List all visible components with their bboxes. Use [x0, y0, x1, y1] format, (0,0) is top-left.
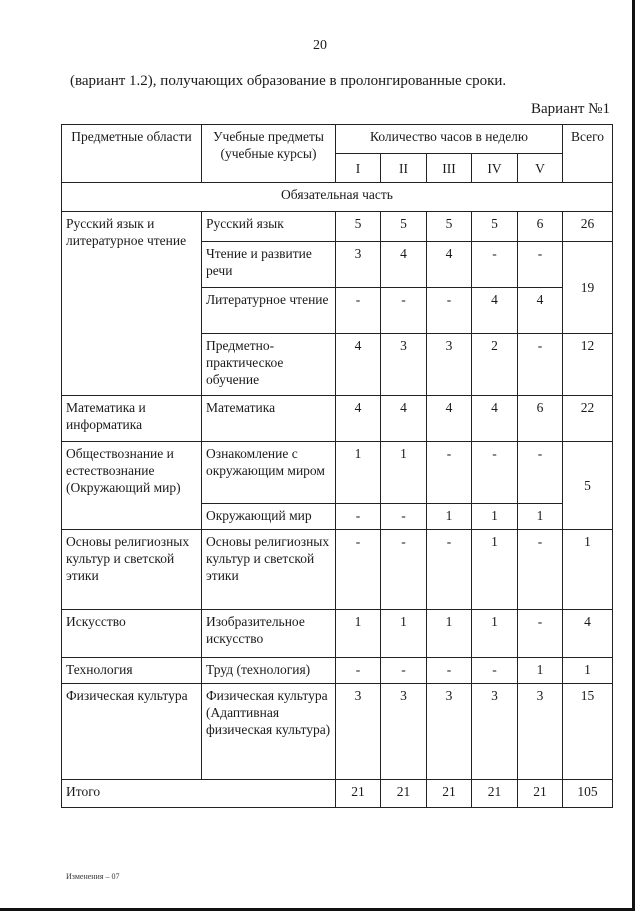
hours-cell: 3	[336, 684, 381, 780]
hours-cell: 21	[427, 780, 472, 808]
total-label: Итого	[62, 780, 336, 808]
hours-cell: 3	[472, 684, 518, 780]
section-title: Обязательная часть	[62, 183, 613, 212]
grade-header: III	[427, 154, 472, 183]
subject-cell: Чтение и развитие речи	[202, 242, 336, 288]
hours-cell: -	[381, 530, 427, 610]
subject-cell: Физическая культура (Адаптивная физическая культура)	[202, 684, 336, 780]
total-cell: 12	[563, 334, 613, 396]
page-number: 20	[313, 38, 327, 53]
hours-cell: -	[472, 658, 518, 684]
area-cell: Искусство	[62, 610, 202, 658]
hours-cell: 4	[472, 288, 518, 334]
hours-cell: 5	[427, 212, 472, 242]
hours-cell: -	[336, 504, 381, 530]
total-row	[62, 780, 613, 808]
grade-header: II	[381, 154, 427, 183]
hours-cell: 3	[518, 684, 563, 780]
hours-cell: -	[427, 658, 472, 684]
hours-cell: 6	[518, 212, 563, 242]
total-cell: 4	[563, 610, 613, 658]
hours-cell: 21	[336, 780, 381, 808]
grade-header: V	[518, 154, 563, 183]
hours-cell: 1	[427, 504, 472, 530]
subject-cell: Предметно-практическое обучение	[202, 334, 336, 396]
grade-header: IV	[472, 154, 518, 183]
subject-cell: Математика	[202, 396, 336, 442]
hours-cell: 1	[427, 610, 472, 658]
hours-cell: -	[336, 530, 381, 610]
hours-cell: -	[336, 288, 381, 334]
hours-cell: -	[381, 288, 427, 334]
area-cell: Основы религиозных культур и светской этики	[62, 530, 202, 610]
hours-cell: 1	[518, 504, 563, 530]
variant-label: Вариант №1	[531, 101, 610, 117]
hours-cell: -	[381, 658, 427, 684]
hours-cell: 21	[518, 780, 563, 808]
section-row	[62, 183, 613, 212]
subject-cell: Изобразительное искусство	[202, 610, 336, 658]
hours-cell: 4	[381, 242, 427, 288]
hours-cell: 1	[518, 658, 563, 684]
hours-cell: 4	[336, 396, 381, 442]
hours-cell: -	[427, 288, 472, 334]
area-cell: Технология	[62, 658, 202, 684]
hours-cell: 3	[336, 242, 381, 288]
area-cell: Обществознание и естествознание (Окружающий мир)	[62, 442, 202, 530]
header-row	[62, 125, 613, 154]
hours-cell: 4	[518, 288, 563, 334]
hours-cell: 2	[472, 334, 518, 396]
total-cell: 1	[563, 530, 613, 610]
area-cell: Русский язык и литературное чтение	[62, 212, 202, 396]
hours-cell: 21	[472, 780, 518, 808]
hours-cell: 4	[427, 396, 472, 442]
hours-cell: 5	[336, 212, 381, 242]
subject-cell: Русский язык	[202, 212, 336, 242]
curriculum-table	[61, 124, 613, 808]
area-cell: Физическая культура	[62, 684, 202, 780]
hours-cell: 21	[381, 780, 427, 808]
hours-cell: 6	[518, 396, 563, 442]
hours-cell: -	[518, 242, 563, 288]
table-row	[62, 530, 613, 610]
total-cell: 22	[563, 396, 613, 442]
hours-cell: 1	[472, 530, 518, 610]
hours-cell: -	[518, 610, 563, 658]
hours-cell: 3	[427, 334, 472, 396]
subject-cell: Труд (технология)	[202, 658, 336, 684]
hours-cell: 1	[472, 610, 518, 658]
header-total: Всего	[563, 125, 613, 183]
hours-cell: -	[518, 530, 563, 610]
total-cell: 5	[563, 442, 613, 530]
area-cell: Математика и информатика	[62, 396, 202, 442]
hours-cell: -	[518, 334, 563, 396]
total-cell: 19	[563, 242, 613, 334]
total-cell: 15	[563, 684, 613, 780]
hours-cell: -	[381, 504, 427, 530]
subject-cell: Основы религиозных культур и светской этики	[202, 530, 336, 610]
hours-cell: 1	[336, 610, 381, 658]
hours-cell: -	[518, 442, 563, 504]
subject-cell: Литературное чтение	[202, 288, 336, 334]
header-hours: Количество часов в неделю	[336, 125, 563, 154]
subject-cell: Окружающий мир	[202, 504, 336, 530]
footer-note: Изменения – 07	[66, 872, 120, 881]
hours-cell: -	[427, 442, 472, 504]
hours-cell: 1	[336, 442, 381, 504]
header-subjects: Учебные предметы (учебные курсы)	[202, 125, 336, 183]
hours-cell: 3	[381, 684, 427, 780]
hours-cell: 1	[381, 442, 427, 504]
hours-cell: -	[472, 442, 518, 504]
hours-cell: 4	[472, 396, 518, 442]
table-row	[62, 610, 613, 658]
hours-cell: 4	[336, 334, 381, 396]
hours-cell: -	[427, 530, 472, 610]
subject-cell: Ознакомление с окружающим миром	[202, 442, 336, 504]
hours-cell: -	[336, 658, 381, 684]
hours-cell: 4	[427, 242, 472, 288]
hours-cell: 5	[472, 212, 518, 242]
hours-cell: 3	[381, 334, 427, 396]
hours-cell: 3	[427, 684, 472, 780]
table-row	[62, 684, 613, 780]
table-row	[62, 212, 613, 242]
total-cell: 26	[563, 212, 613, 242]
table-row	[62, 442, 613, 504]
total-cell: 1	[563, 658, 613, 684]
hours-cell: 1	[472, 504, 518, 530]
total-cell: 105	[563, 780, 613, 808]
grade-header: I	[336, 154, 381, 183]
header-areas: Предметные области	[62, 125, 202, 183]
hours-cell: 4	[381, 396, 427, 442]
intro-text: (вариант 1.2), получающих образование в пролонгированные сроки.	[70, 73, 507, 89]
hours-cell: 5	[381, 212, 427, 242]
hours-cell: 1	[381, 610, 427, 658]
table-row	[62, 396, 613, 442]
hours-cell: -	[472, 242, 518, 288]
table-row	[62, 658, 613, 684]
